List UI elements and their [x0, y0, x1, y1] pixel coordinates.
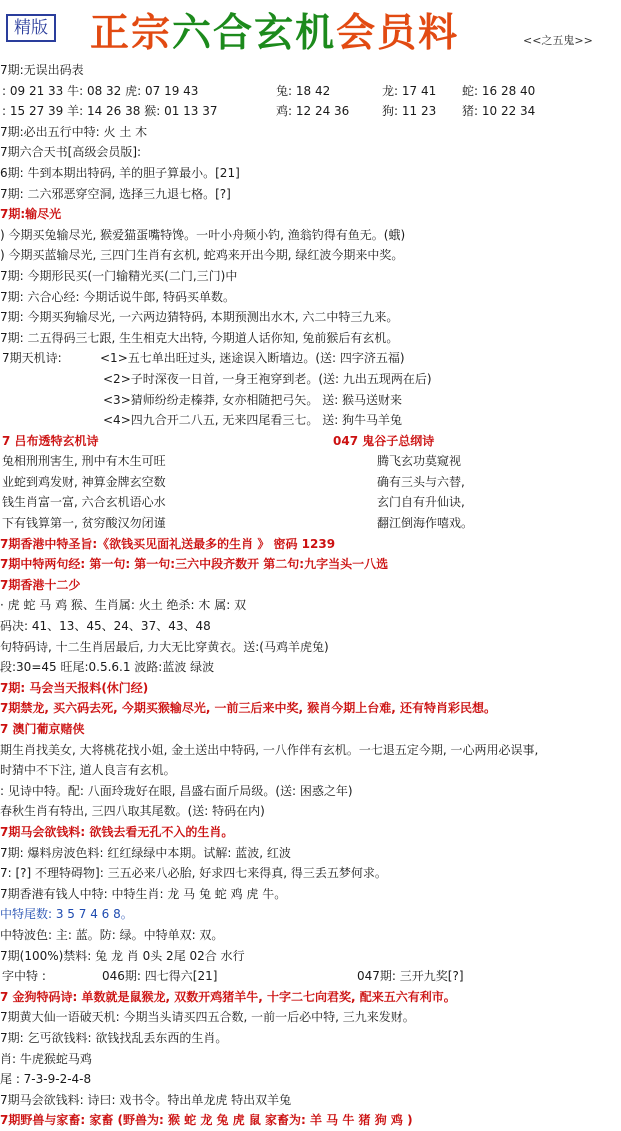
title-char: 合: [213, 10, 255, 56]
line-text: 7期: 今期买狗输尽光, 一六两边猜特码, 本期预测出水木, 六二中特三九来。: [0, 310, 399, 325]
line-segment: 兔: 18 42: [276, 83, 331, 98]
line-text: 7期: 乞丐欲钱料: 欲钱找乱丢东西的生肖。: [0, 1030, 228, 1045]
line-segment: 7 吕布透特玄机诗: [2, 433, 99, 448]
text-line: [0, 657, 621, 678]
line-segment: 翻江倒海作嘻戏。: [377, 516, 474, 531]
text-line: [0, 843, 621, 864]
text-line: [0, 1049, 621, 1070]
text-line: [0, 1110, 621, 1131]
line-segment: <3>猜师纷纷走榛莽, 女亦相随把弓矢。 送: 猴马送财来: [103, 392, 403, 407]
text-line: [0, 822, 621, 843]
line-text: 6期: 牛到本期出特码, 羊的胆子算最小。[21]: [0, 165, 240, 180]
line-segment: : 15 27 39 羊: 14 26 38 猴: 01 13 37: [2, 104, 218, 119]
title-char: 六: [172, 10, 214, 56]
text-line: [0, 740, 621, 761]
line-text: 期生肖找美女, 大将桃花找小姐, 金土送出中特码, 一八作伴有玄机。一七退五定今期, 一心两用必误事,: [0, 742, 539, 757]
line-text: 7期(100%)禁料: 兔 龙 肖 0头 2尾 02合 水行: [0, 948, 245, 963]
title-char: 玄: [254, 10, 296, 56]
line-text: 7期: 二五得码三七跟, 生生相克大出特, 今期道人话你知, 兔前猴后有玄机。: [0, 330, 399, 345]
title-char: 料: [418, 10, 460, 56]
text-line: [0, 163, 621, 184]
line-segment: <1>五七单出旺过头, 迷途误入断墙边。(送: 四字济五福): [100, 351, 405, 366]
text-line: [0, 678, 621, 699]
line-segment: 业蛇到鸡发财, 神算金牌玄空数: [2, 474, 166, 489]
line-text: 7 金狗特码诗: 单数就是鼠猴龙, 双数开鸡猪羊牛, 十字二七向君奖, 配来五六有利市。: [0, 989, 456, 1004]
text-line: [0, 554, 621, 575]
line-segment: 腾飞玄功莫窥视: [377, 454, 462, 469]
text-line: [0, 348, 621, 369]
line-segment: 046期: 四七得六[21]: [102, 969, 218, 984]
text-line: [0, 204, 621, 225]
line-text: 尾 : 7-3-9-2-4-8: [0, 1072, 92, 1087]
line-text: 7期六合天书[高级会员版]:: [0, 145, 142, 160]
text-line: [0, 987, 621, 1008]
line-segment: 蛇: 16 28 40: [462, 83, 536, 98]
title-char: 正: [90, 10, 132, 56]
line-segment: 钱生肖富一富, 六合玄机语心水: [2, 495, 166, 510]
text-line: [0, 451, 621, 472]
line-text: 7期黄大仙一语破天机: 今期当头请买四五合数, 一前一后必中特, 三九来发财。: [0, 1010, 415, 1025]
text-line: [0, 513, 621, 534]
line-text: 7期禁龙, 买六码去死, 今期买猴输尽光, 一前三后来中奖, 猴肖今期上台难, 还有特肖彩民想。: [0, 701, 497, 716]
line-text: : 见诗中特。配: 八面玲珑好在眼, 昌盛右面斤局级。(送: 困惑之年): [0, 783, 353, 798]
text-line: [0, 760, 621, 781]
text-line: [0, 390, 621, 411]
header: [0, 0, 621, 60]
text-line: [0, 904, 621, 925]
text-line: [0, 266, 621, 287]
line-text: 7期:必出五行中特: 火 土 木: [0, 124, 148, 139]
line-text: · 虎 蛇 马 鸡 猴、生肖属: 火土 绝杀: 木 属: 双: [0, 598, 247, 613]
line-text: 7期野兽与家畜: 家畜 (野兽为: 猴 蛇 龙 兔 虎 鼠 家畜为: 羊 马 牛 猪 狗 鸡 ): [0, 1113, 413, 1128]
text-line: [0, 60, 621, 81]
line-text: 码决: 41、13、45、24、37、43、48: [0, 619, 211, 634]
edition-badge: 精版: [6, 14, 56, 42]
title-char: 会: [336, 10, 378, 56]
line-text: 7期香港有钱人中特: 中特生肖: 龙 马 兔 蛇 鸡 虎 牛。: [0, 886, 287, 901]
line-text: 7期: 二六邪恶穿空洞, 选择三九退七格。[?]: [0, 186, 231, 201]
line-text: 中特尾数: 3 5 7 4 6 8。: [0, 907, 133, 922]
line-text: 句特码诗, 十二生肖居最后, 力大无比穿黄衣。送:(马鸡羊虎兔): [0, 639, 329, 654]
line-text: 7期中特两句经: 第一句: 第一句:三六中段齐数开 第二句:九字当头一八选: [0, 557, 389, 572]
text-line: [0, 287, 621, 308]
line-text: 7: [?] 不理特碍物]: 三五必来八必胎, 好求四七来得真, 得三丢五梦何求。: [0, 866, 387, 881]
text-line: [0, 431, 621, 452]
text-line: [0, 946, 621, 967]
subtitle: <<之五鬼>>: [523, 34, 593, 47]
text-line: [0, 492, 621, 513]
line-text: 7期: 今期形民买(一门输精光买(二门,三门)中: [0, 268, 238, 283]
title-char: 员: [377, 10, 419, 56]
text-line: [0, 1090, 621, 1111]
text-line: [0, 245, 621, 266]
line-segment: 7期天机诗:: [2, 351, 62, 366]
text-line: [0, 698, 621, 719]
line-text: 7 澳门葡京赌侠: [0, 722, 85, 736]
content-area: [0, 60, 621, 1131]
line-segment: 玄门自有升仙诀,: [377, 495, 465, 510]
line-text: 肖: 牛虎猴蛇马鸡: [0, 1051, 92, 1066]
text-line: [0, 472, 621, 493]
line-segment: <2>子时深夜一日首, 一身王袍穿到老。(送: 九出五现两在后): [103, 371, 432, 386]
line-text: 7期香港中特圣旨:《欲钱买见面礼送最多的生肖 》 密码 1239: [0, 536, 336, 551]
line-text: 7期:输尽光: [0, 207, 62, 222]
line-text: 7期: 六合心经: 今期话说牛郎, 特码买单数。: [0, 289, 235, 304]
text-line: [0, 1028, 621, 1049]
line-text: 中特波色: 主: 蓝。防: 绿。中特单双: 双。: [0, 927, 224, 942]
text-line: [0, 595, 621, 616]
text-line: [0, 719, 621, 740]
line-text: 7期: 马会当天报料(休门经): [0, 680, 149, 695]
text-line: [0, 225, 621, 246]
text-line: [0, 575, 621, 596]
line-text: 7期: 爆料房波色料: 红红绿绿中本期。试解: 蓝波, 红波: [0, 845, 291, 860]
line-text: 时猜中不下注, 道人良言有玄机。: [0, 763, 176, 778]
line-segment: <4>四九合开二八五, 无来四尾看三七。 送: 狗牛马羊兔: [103, 413, 403, 428]
text-line: [0, 307, 621, 328]
text-line: [0, 616, 621, 637]
page-title: [90, 2, 459, 58]
text-line: [0, 637, 621, 658]
text-line: [0, 781, 621, 802]
text-line: [0, 410, 621, 431]
text-line: [0, 863, 621, 884]
line-segment: 龙: 17 41: [382, 83, 437, 98]
line-text: 7期马会欲钱料: 诗曰: 戏书令。特出单龙虎 特出双羊兔: [0, 1092, 292, 1107]
line-text: 7期马会欲钱料: 欲钱去看无孔不入的生肖。: [0, 824, 234, 839]
line-segment: 下有钱算第一, 贫穷酸汉勿闭谨: [2, 516, 166, 531]
text-line: [0, 534, 621, 555]
line-text: 段:30=45 旺尾:0.5.6.1 波路:蓝波 绿波: [0, 660, 215, 675]
text-line: [0, 122, 621, 143]
line-text: 7期香港十二少: [0, 577, 81, 592]
line-segment: 猪: 10 22 34: [462, 104, 536, 119]
text-line: [0, 142, 621, 163]
text-line: [0, 101, 621, 122]
text-line: [0, 884, 621, 905]
text-line: [0, 1007, 621, 1028]
text-line: [0, 925, 621, 946]
line-text: 7期:无误出码表: [0, 63, 84, 77]
line-segment: : 09 21 33 牛: 08 32 虎: 07 19 43: [2, 83, 199, 98]
line-text: 春秋生肖有特出, 三四八取其尾数。(送: 特码在内): [0, 804, 265, 819]
line-segment: 鸡: 12 24 36: [276, 104, 350, 119]
title-char: 机: [295, 10, 337, 56]
line-segment: 狗: 11 23: [382, 104, 437, 119]
line-segment: 兔相刑刑害生, 刑中有木生可旺: [2, 454, 166, 469]
line-segment: 047期: 三开九奖[?]: [357, 969, 464, 984]
text-line: [0, 184, 621, 205]
text-line: [0, 369, 621, 390]
line-segment: 字中特 :: [2, 969, 46, 984]
text-line: [0, 1069, 621, 1090]
line-segment: 047 鬼谷子总纲诗: [333, 433, 435, 448]
line-segment: 确有三头与六替,: [377, 474, 465, 489]
text-line: [0, 966, 621, 987]
text-line: [0, 801, 621, 822]
line-text: ) 今期买兔输尽光, 猴爱猫蛋嘴特馋。一叶小舟频小钓, 渔翁钓得有鱼无。(蛾): [0, 227, 406, 242]
line-text: ) 今期买蓝输尽光, 三四门生肖有玄机, 蛇鸡来开出今期, 绿红波今期来中奖。: [0, 248, 404, 263]
text-line: [0, 328, 621, 349]
title-char: 宗: [131, 10, 173, 56]
text-line: [0, 81, 621, 102]
